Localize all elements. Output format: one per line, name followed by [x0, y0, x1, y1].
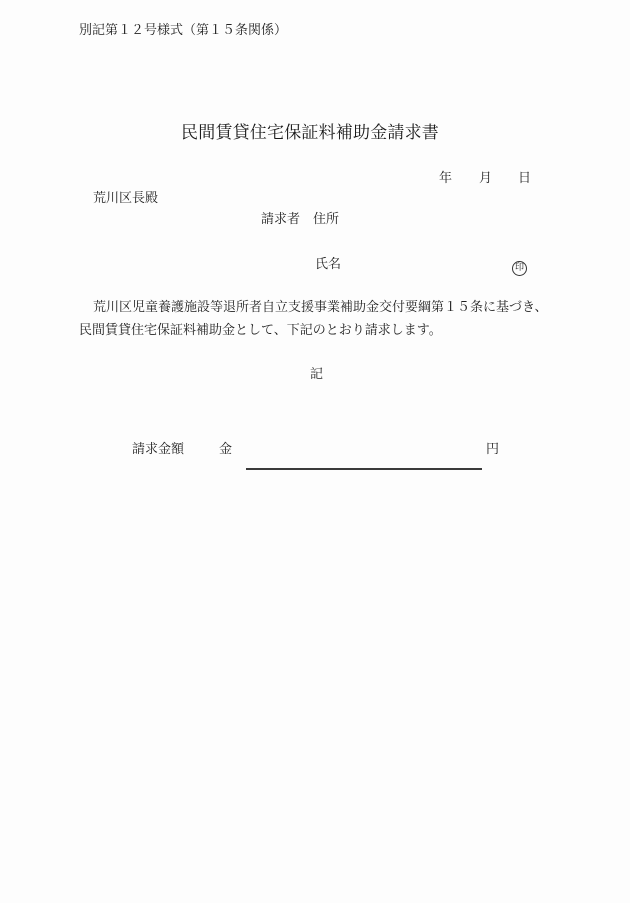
- name-label: 氏名: [315, 257, 342, 272]
- date-day-label: 日: [518, 171, 532, 186]
- amount-suffix: 円: [486, 442, 500, 457]
- address-label: 住所: [313, 212, 340, 227]
- document-title: 民間賃貸住宅保証料補助金請求書: [181, 123, 439, 143]
- addressee: 荒川区長殿: [93, 191, 159, 206]
- body-line-1: 荒川区児童養護施設等退所者自立支援事業補助金交付要綱第１５条に基づき、: [93, 300, 548, 315]
- ki-heading: 記: [310, 367, 324, 382]
- seal-icon: 印: [512, 261, 527, 276]
- body-line-2: 民間賃貸住宅保証料補助金として、下記のとおり請求します。: [79, 323, 442, 338]
- seal-mark: [512, 257, 527, 276]
- amount-underline: [246, 468, 482, 470]
- amount-label: 請求金額: [132, 442, 185, 457]
- requester-label: 請求者: [261, 212, 301, 227]
- date-year-label: 年: [439, 171, 453, 186]
- amount-prefix: 金: [219, 442, 233, 457]
- date-month-label: 月: [479, 171, 493, 186]
- form-number: 別記第１２号様式（第１５条関係）: [79, 23, 288, 38]
